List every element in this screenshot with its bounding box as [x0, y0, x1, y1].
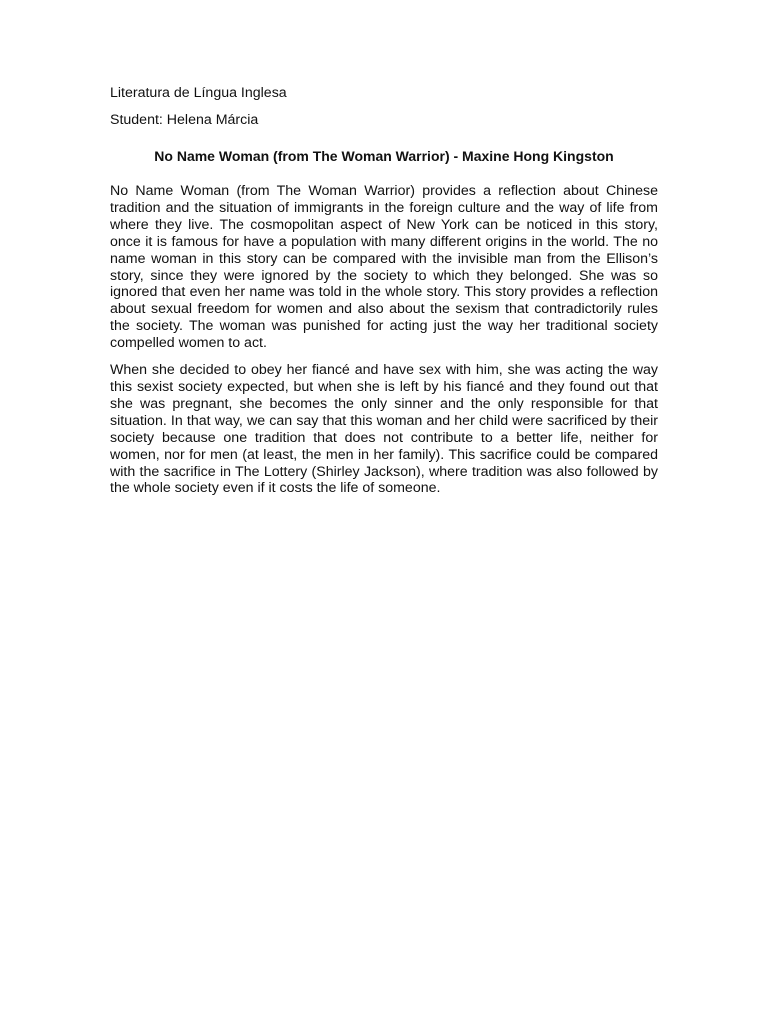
document-title: No Name Woman (from The Woman Warrior) - Maxine Hong Kingston — [154, 148, 614, 164]
course-name: Literatura de Língua Inglesa — [110, 85, 287, 101]
document-body — [110, 84, 658, 507]
paragraph-2: When she decided to obey her fiancé and have sex with him, she was acting the way this sexist society expected, but when she is left by his fiancé and they found out that she was pregnant, she becomes the only sinner and the only responsible for that situation. In that way, we can say that this woman and her child were sacrificed by their society because one tradition that does not contribute to a better life, neither for women, nor for men (at least, the men in her family). This sacrifice could be compared with the sacrifice in The Lottery (Shirley Jackson), where tradition was also followed by the whole society even if it costs the life of someone. — [110, 362, 658, 497]
paragraph-1: No Name Woman (from The Woman Warrior) provides a reflection about Chinese tradition and the situation of immigrants in the foreign culture and the way of life from where they live. The cosmopolitan aspect of New York can be noticed in this story, once it is famous for have a population with many different origins in the world. The no name woman in this story can be compared with the invisible man from the Ellison’s story, since they were ignored by the society to which they belonged. She was so ignored that even her name was told in the whole story. This story provides a reflection about sexual freedom for women and also about the sexism that contradictorily rules the society. The woman was punished for acting just the way her traditional society compelled women to act. — [110, 183, 658, 352]
student-name: Student: Helena Márcia — [110, 112, 259, 128]
